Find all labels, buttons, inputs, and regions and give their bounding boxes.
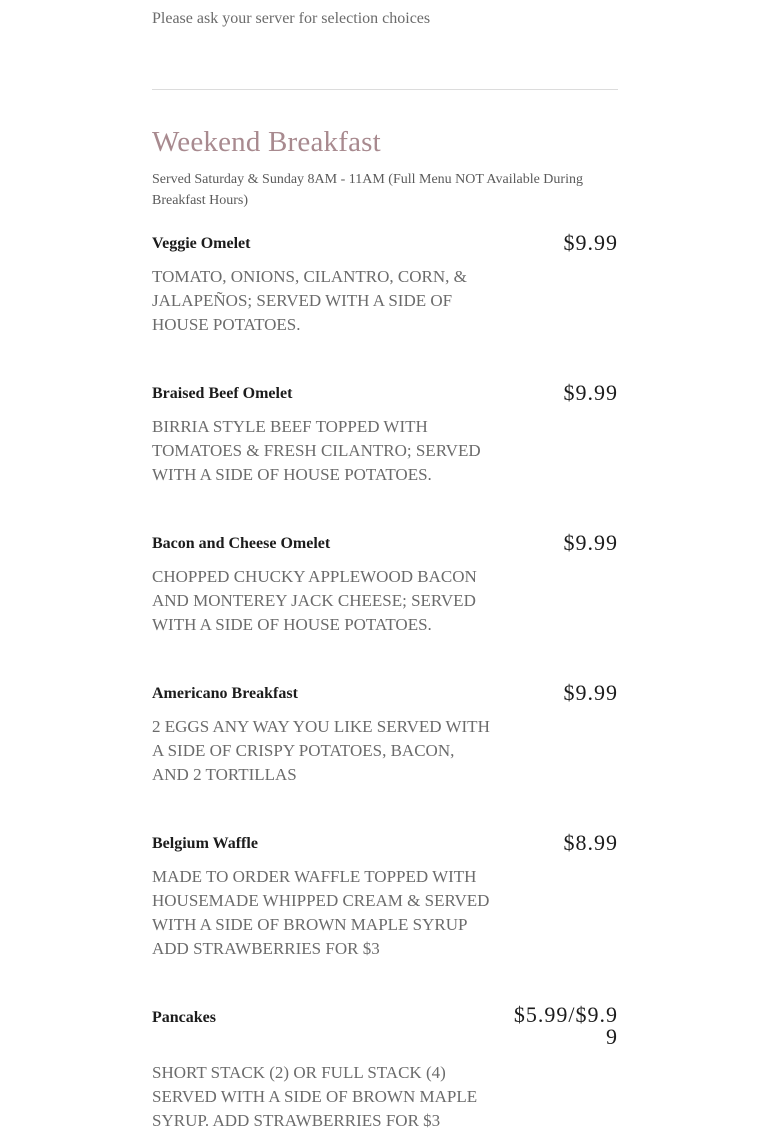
item-price: $5.99/$9.99: [513, 1002, 618, 1049]
item-price: $9.99: [563, 680, 618, 705]
selection-note: Please ask your server for selection choices: [152, 10, 431, 27]
section-title: Weekend Breakfast: [152, 126, 381, 158]
section-divider: [152, 89, 618, 90]
item-name: Bacon and Cheese Omelet: [152, 535, 331, 552]
item-name: Pancakes: [152, 1009, 216, 1026]
item-price: $9.99: [563, 530, 618, 555]
item-description: TOMATO, ONIONS, CILANTRO, CORN, & JALAPEÑOS; SERVED WITH A SIDE OF HOUSE POTATOES.: [152, 267, 467, 334]
item-description: BIRRIA STYLE BEEF TOPPED WITH TOMATOES & FRESH CILANTRO; SERVED WITH A SIDE OF HOUSE POTATOES.: [152, 417, 481, 484]
item-description: 2 EGGS ANY WAY YOU LIKE SERVED WITH A SIDE OF CRISPY POTATOES, BACON, AND 2 TORTILLAS: [152, 717, 490, 784]
item-name: Americano Breakfast: [152, 685, 298, 702]
item-price: $9.99: [563, 380, 618, 405]
item-name: Belgium Waffle: [152, 835, 258, 852]
item-description: CHOPPED CHUCKY APPLEWOOD BACON AND MONTEREY JACK CHEESE; SERVED WITH A SIDE OF HOUSE POTATOES.: [152, 567, 477, 634]
item-description: SHORT STACK (2) OR FULL STACK (4) SERVED WITH A SIDE OF BROWN MAPLE SYRUP. ADD STRAWBERRIES FOR $3: [152, 1063, 478, 1130]
item-price: $8.99: [563, 830, 618, 855]
section-subtitle: Served Saturday & Sunday 8AM - 11AM (Full Menu NOT Available During Breakfast Hours): [152, 172, 583, 208]
item-description: MADE TO ORDER WAFFLE TOPPED WITH HOUSEMADE WHIPPED CREAM & SERVED WITH A SIDE OF BROWN MAPLE SYRUP ADD STRAWBERRIES FOR $3: [152, 867, 490, 958]
item-price: $9.99: [563, 230, 618, 255]
item-name: Braised Beef Omelet: [152, 385, 293, 402]
item-name: Veggie Omelet: [152, 235, 251, 252]
